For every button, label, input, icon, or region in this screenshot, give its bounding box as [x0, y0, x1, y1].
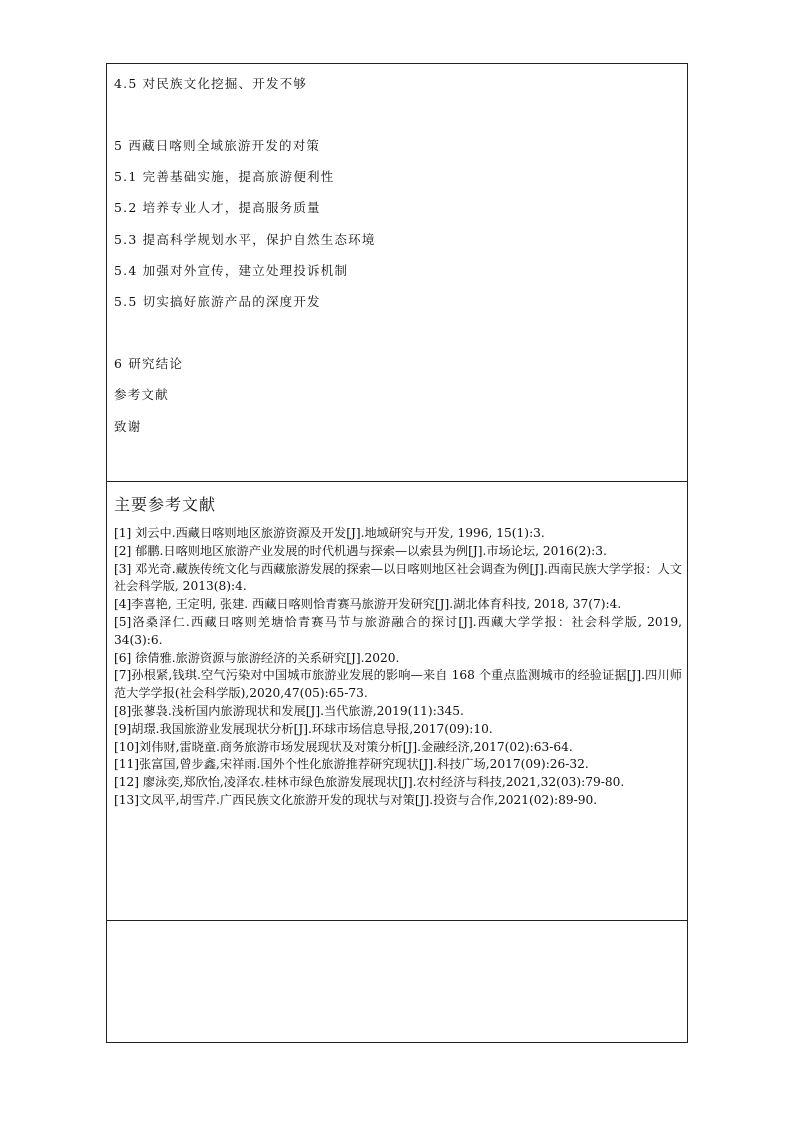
reference-item: [13]文凤平,胡雪芹.广西民族文化旅游开发的现状与对策[J].投资与合作,2021(02):89-90. [114, 792, 598, 807]
outline-item: 5.5 切实搞好旅游产品的深度开发 [114, 294, 321, 309]
references-cell [107, 482, 687, 921]
outline-item: 5.3 提高科学规划水平，保护自然生态环境 [114, 232, 376, 247]
reference-item: [10]刘伟财,雷晓童.商务旅游市场发展现状及对策分析[J].金融经济,2017(02):63-64. [114, 739, 573, 754]
outline-item: 致谢 [114, 419, 142, 434]
outline-item: 6 研究结论 [114, 356, 184, 371]
outline-item: 5.4 加强对外宣传，建立处理投诉机制 [114, 263, 349, 278]
reference-item: [8]张蓼袅.浅析国内旅游现状和发展[J].当代旅游,2019(11):345. [114, 703, 464, 718]
outline-item: 5 西藏日喀则全域旅游开发的对策 [114, 138, 321, 153]
reference-item: [1] 刘云中.西藏日喀则地区旅游资源及开发[J].地域研究与开发, 1996, 15(1):3. [114, 526, 545, 540]
blank-cell [107, 921, 687, 1042]
outline-item: 参考文献 [114, 387, 169, 402]
outline-item: 4.5 对民族文化挖掘、开发不够 [114, 76, 308, 91]
document-table [106, 63, 688, 1043]
reference-item: [5]洛桑泽仁.西藏日喀则羌塘恰青赛马节与旅游融合的探讨[J].西藏大学学报：社会科学版, 2019, 34(3):6. [114, 614, 682, 647]
reference-item: [6] 徐倩雅.旅游资源与旅游经济的关系研究[J].2020. [114, 650, 400, 665]
outline-cell [107, 64, 687, 482]
reference-item: [9]胡璟.我国旅游业发展现状分析[J].环球市场信息导报,2017(09):10. [114, 721, 493, 736]
reference-item: [4]李喜艳, 王定明, 张建. 西藏日喀则恰青赛马旅游开发研究[J].湖北体育科技, 2018, 37(7):4. [114, 597, 622, 612]
reference-list [114, 525, 682, 810]
reference-item: [11]张富国,曾步鑫,宋祥雨.国外个性化旅游推荐研究现状[J].科技广场,2017(09):26-32. [114, 757, 589, 772]
reference-item: [12] 廖泳奕,郑欣怡,凌泽农.桂林市绿色旅游发展现状[J].农村经济与科技,2021,32(03):79-80. [114, 775, 625, 790]
reference-item: [2] 郁鹏.日喀则地区旅游产业发展的时代机遇与探索—以索县为例[J].市场论坛, 2016(2):3. [114, 543, 607, 558]
references-title: 主要参考文献 [114, 495, 217, 514]
reference-item: [3] 邓光奇.藏族传统文化与西藏旅游发展的探索—以日喀则地区社会调查为例[J].西南民族大学学报：人文社会科学版, 2013(8):4. [114, 561, 682, 594]
outline-item: 5.1 完善基础实施，提高旅游便利性 [114, 169, 335, 184]
reference-item: [7]孙根紧,钱琪.空气污染对中国城市旅游业发展的影响—来自 168 个重点监测城市的经验证据[J].四川师范大学学报(社会科学版),2020,47(05):65-73. [114, 668, 682, 701]
outline-item: 5.2 培养专业人才，提高服务质量 [114, 200, 321, 215]
